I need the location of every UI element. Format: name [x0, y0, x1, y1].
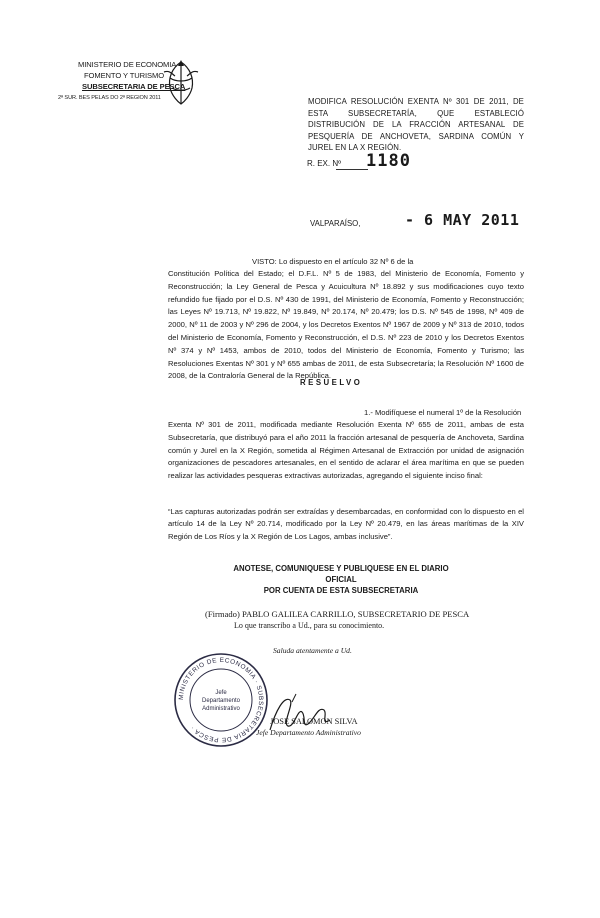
article-1-quote: “Las capturas autorizadas podrán ser extraídas y desembarcadas, en conformidad con lo dispuesto en el artículo 14 de la Ley Nº 20.714, modificado por la Ley Nº 20.479, en las áreas marítimas de la XIV Región de Los Ríos y la X Región de Los Lagos, ambas inclusive”. — [168, 507, 524, 541]
visto-paragraph: Constitución Política del Estado; el D.F.L. Nº 5 de 1983, del Ministerio de Economía, Fomento y Reconstrucción; la Ley General de Pesca y Acuicultura Nº 18.892 y sus modificaciones cuyo texto refundido fue fijado por el D.S. Nº 430 de 1991, del Ministerio de Economía, Fomento y Reconstrucción; las Leyes Nº 19.713, Nº 19.822, Nº 19.849, Nº 20.174, Nº 20.479; los D.S. Nº 545 de 1998, Nº 409 de 2000, Nº 11 de 2003 y Nº 296 de 2004, y los Decretos Exentos Nº 1967 de 2009 y Nº 313 de 2010, todos del Ministerio de Economía, Fomento y Reconstrucción, el D.S. Nº 223 de 2010 y los Decretos Exentos Nº 374 y Nº 1453, ambos de 2010, todos del Ministerio de Economía, Fomento y Turismo; las Resoluciones Exentas Nº 301 y Nº 655 ambas de 2011, de esta Subsecretaría; la Resolución Nº 1600 de 2008, de la Contraloría General de la República. — [168, 269, 524, 381]
stamp-center-1: Jefe — [215, 690, 227, 696]
stamp-center-2: Departamento — [201, 698, 241, 704]
article-1-paragraph: Exenta Nº 301 de 2011, modificada mediante Resolución Exenta Nº 655 de 2011, ambas de esta Subsecretaría, que distribuyó para el año 2011 la fracción artesanal de pesquería de Anchoveta, Sardina común y Jurel en la X Región, sometida al Régimen Artesanal de Extracción por unidad de asignación organizaciones de pescadores artesanales, en el sentido de aclarar el área marítima en que se pueden realizar las actividades pesqueras extractivas autorizadas, agregando el siguiente inciso final: — [168, 420, 524, 481]
fisheries-emblem-icon — [158, 58, 204, 108]
closing-line-2: POR CUENTA DE ESTA SUBSECRETARIA — [263, 586, 419, 595]
stamp-center-3: Administrativo — [202, 706, 240, 712]
article-1-first-line: 1.- Modifíquese el numeral 1º de la Resolución — [364, 408, 522, 417]
closing-line-1: ANOTESE, COMUNIQUESE Y PUBLIQUESE EN EL DIARIO OFICIAL — [233, 564, 449, 584]
subsecretaria-name: SUBSECRETARIA DE PESCA — [82, 82, 186, 91]
signatory-title: Jefe Departamento Administrativo — [256, 728, 361, 737]
ministry-name: MINISTERIO DE ECONOMIA — [78, 60, 177, 69]
date-stamp: - 6 MAY 2011 — [405, 211, 520, 229]
closing-formula — [224, 563, 458, 596]
resuelvo-heading: RESUELVO — [300, 378, 363, 387]
resolution-number: 1180 — [366, 151, 411, 171]
signed-by-line: (Firmado) PABLO GALILEA CARRILLO, SUBSECRETARIO DE PESCA — [205, 609, 470, 619]
visto-first-line: VISTO: Lo dispuesto en el artículo 32 Nº 6 de la — [252, 257, 414, 266]
resolution-subject: MODIFICA RESOLUCIÓN EXENTA Nº 301 DE 2011, DE ESTA SUBSECRETARÍA, QUE ESTABLECIÓ DISTRIBUCIÓN DE LA FRACCIÓN ARTESANAL DE PESQUERÍA DE ANCHOVETA, SARDINA COMÚN Y JUREL EN LA X REGIÓN. — [308, 97, 524, 153]
greeting-line: Saluda atentamente a Ud. — [273, 646, 352, 655]
resolution-number-underline — [336, 169, 368, 170]
stamp-ring-text: MINISTERIO DE ECONOMIA · SUBSECRETARIA DE PESCA · — [177, 656, 265, 744]
header-small-print: 2ª SUR. BES PELAS DO 2ª REGION 2011 — [58, 95, 161, 101]
signatory-name: JOSE SALOMON SILVA — [270, 717, 358, 726]
city-label: VALPARAÍSO, — [310, 219, 361, 228]
ministry-subname: FOMENTO Y TURISMO — [84, 71, 165, 80]
resolution-number-label: R. EX. Nº — [307, 159, 342, 168]
transcription-note: Lo que transcribo a Ud., para su conocimiento. — [234, 621, 385, 630]
